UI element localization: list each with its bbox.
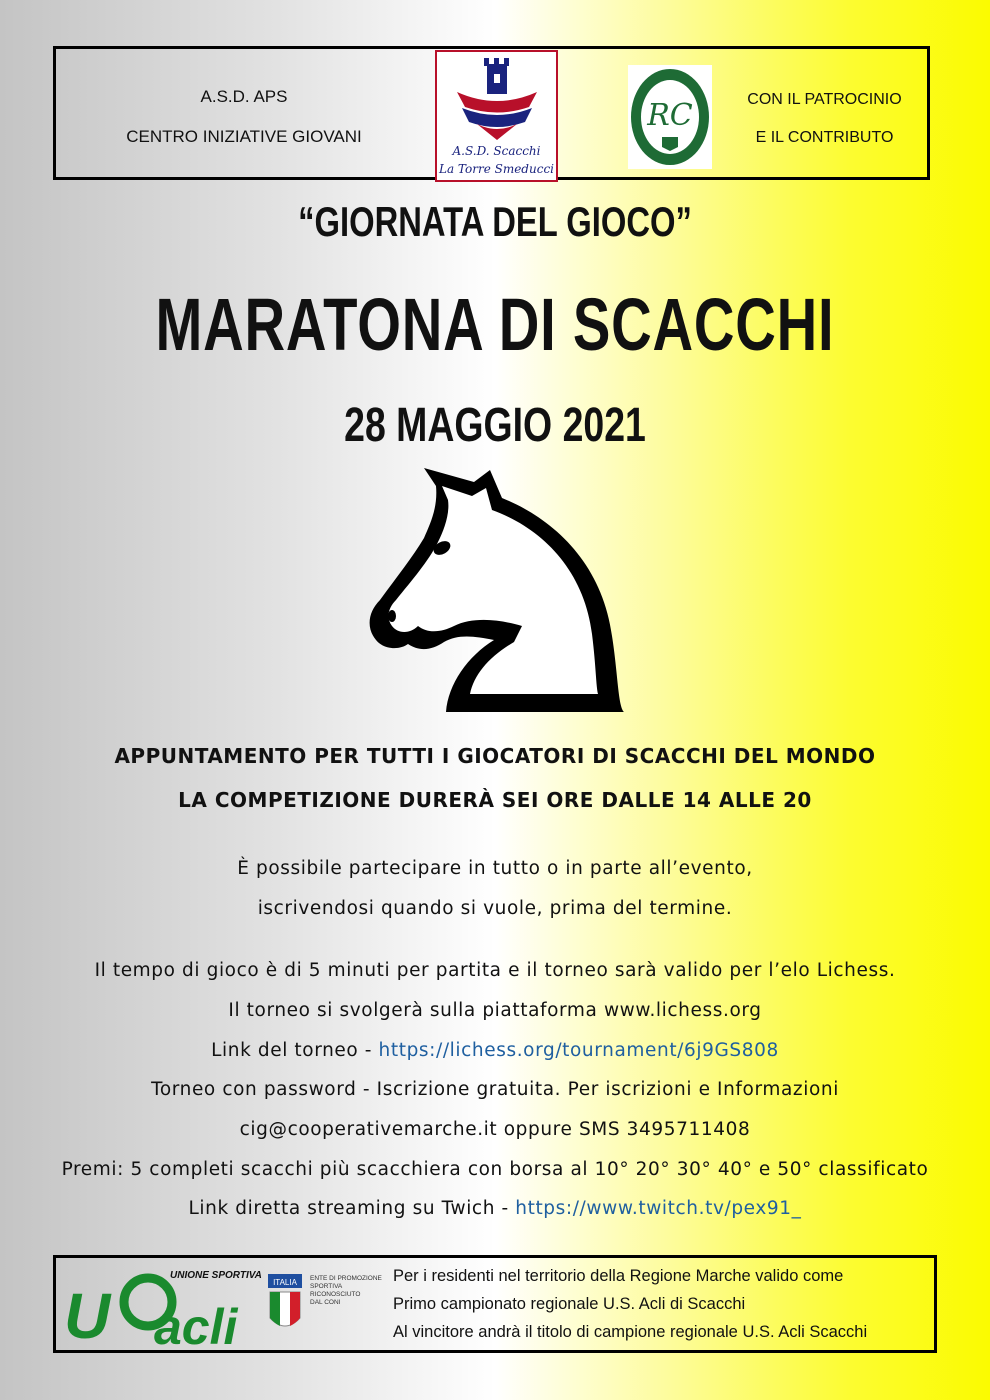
intro-line-2: iscrivendosi quando si vuole, prima del termine. [257, 898, 733, 919]
tournament-link[interactable]: https://lichess.org/tournament/6j9GS808 [378, 1040, 779, 1061]
svg-text:RC: RC [647, 98, 693, 133]
patronage-block [722, 49, 927, 177]
password-text: Torneo con password - Iscrizione gratuita. Per iscrizioni e Informazioni [151, 1079, 839, 1100]
patronage-line-1: CON IL PATROCINIO [747, 91, 902, 108]
footer-box [53, 1255, 937, 1353]
chess-knight-icon [362, 466, 628, 724]
svg-text:ENTE DI PROMOZIONE: ENTE DI PROMOZIONE [310, 1275, 382, 1282]
svg-text:DAL CONI: DAL CONI [310, 1299, 341, 1306]
organizer-block [56, 49, 432, 177]
organizer-name: A.S.D. APS [200, 87, 288, 106]
stream-link-label: Link diretta streaming su Twich - [188, 1198, 516, 1219]
svg-text:RICONOSCIUTO: RICONOSCIUTO [310, 1291, 361, 1298]
coni-italia-badge [266, 1268, 391, 1346]
tower-icon [437, 52, 556, 142]
main-title: MARATONA DI SCACCHI [155, 283, 835, 366]
organizer-center: CENTRO INIZIATIVE GIOVANI [126, 127, 362, 146]
game-time-text: Il tempo di gioco è di 5 minuti per partita e il torneo sarà valido per l’elo Lichess. [94, 960, 896, 981]
footer-line-1: Per i residenti nel territorio della Regione Marche valido come [393, 1267, 844, 1285]
torre-smeducci-logo [435, 50, 558, 182]
consiglio-regionale-seal [628, 65, 712, 169]
logo-line-2: La Torre Smeducci [438, 162, 554, 176]
header-box [53, 46, 930, 180]
footer-line-3: Al vincitore andrà il titolo di campione regionale U.S. Acli Scacchi [393, 1323, 868, 1341]
tournament-link-row [0, 1040, 990, 1061]
contact-text: cig@cooperativemarche.it oppure SMS 3495711408 [239, 1119, 751, 1140]
platform-text: Il torneo si svolgerà sulla piattaforma www.lichess.org [228, 1000, 762, 1021]
usacli-small-text: UNIONE SPORTIVA [170, 1270, 262, 1281]
tournament-link-label: Link del torneo - [211, 1040, 379, 1061]
event-date: 28 MAGGIO 2021 [344, 399, 646, 452]
svg-text:U: U [64, 1280, 111, 1348]
usacli-main-text: acli [154, 1299, 238, 1348]
footer-text [393, 1262, 933, 1346]
prizes-text: Premi: 5 completi scacchi più scacchiera con borsa al 10° 20° 30° 40° e 50° classificato [61, 1159, 929, 1180]
headline-line-2: LA COMPETIZIONE DURERÀ SEI ORE DALLE 14 ALLE 20 [178, 788, 812, 812]
intro-line-1: È possibile partecipare in tutto o in parte all’evento, [237, 858, 753, 879]
svg-text:SPORTIVA: SPORTIVA [310, 1283, 343, 1290]
footer-line-2: Primo campionato regionale U.S. Acli di Scacchi [393, 1295, 746, 1313]
stream-link[interactable]: https://www.twitch.tv/pex91_ [515, 1198, 802, 1219]
logo-line-1: A.S.D. Scacchi [452, 144, 541, 158]
us-acli-logo [62, 1264, 262, 1348]
patronage-line-2: E IL CONTRIBUTO [755, 129, 894, 146]
stream-link-row [0, 1198, 990, 1219]
event-title: “GIORNATA DEL GIOCO” [298, 198, 692, 245]
svg-text:ITALIA: ITALIA [273, 1278, 297, 1287]
headline-line-1: APPUNTAMENTO PER TUTTI I GIOCATORI DI SCACCHI DEL MONDO [114, 744, 876, 768]
